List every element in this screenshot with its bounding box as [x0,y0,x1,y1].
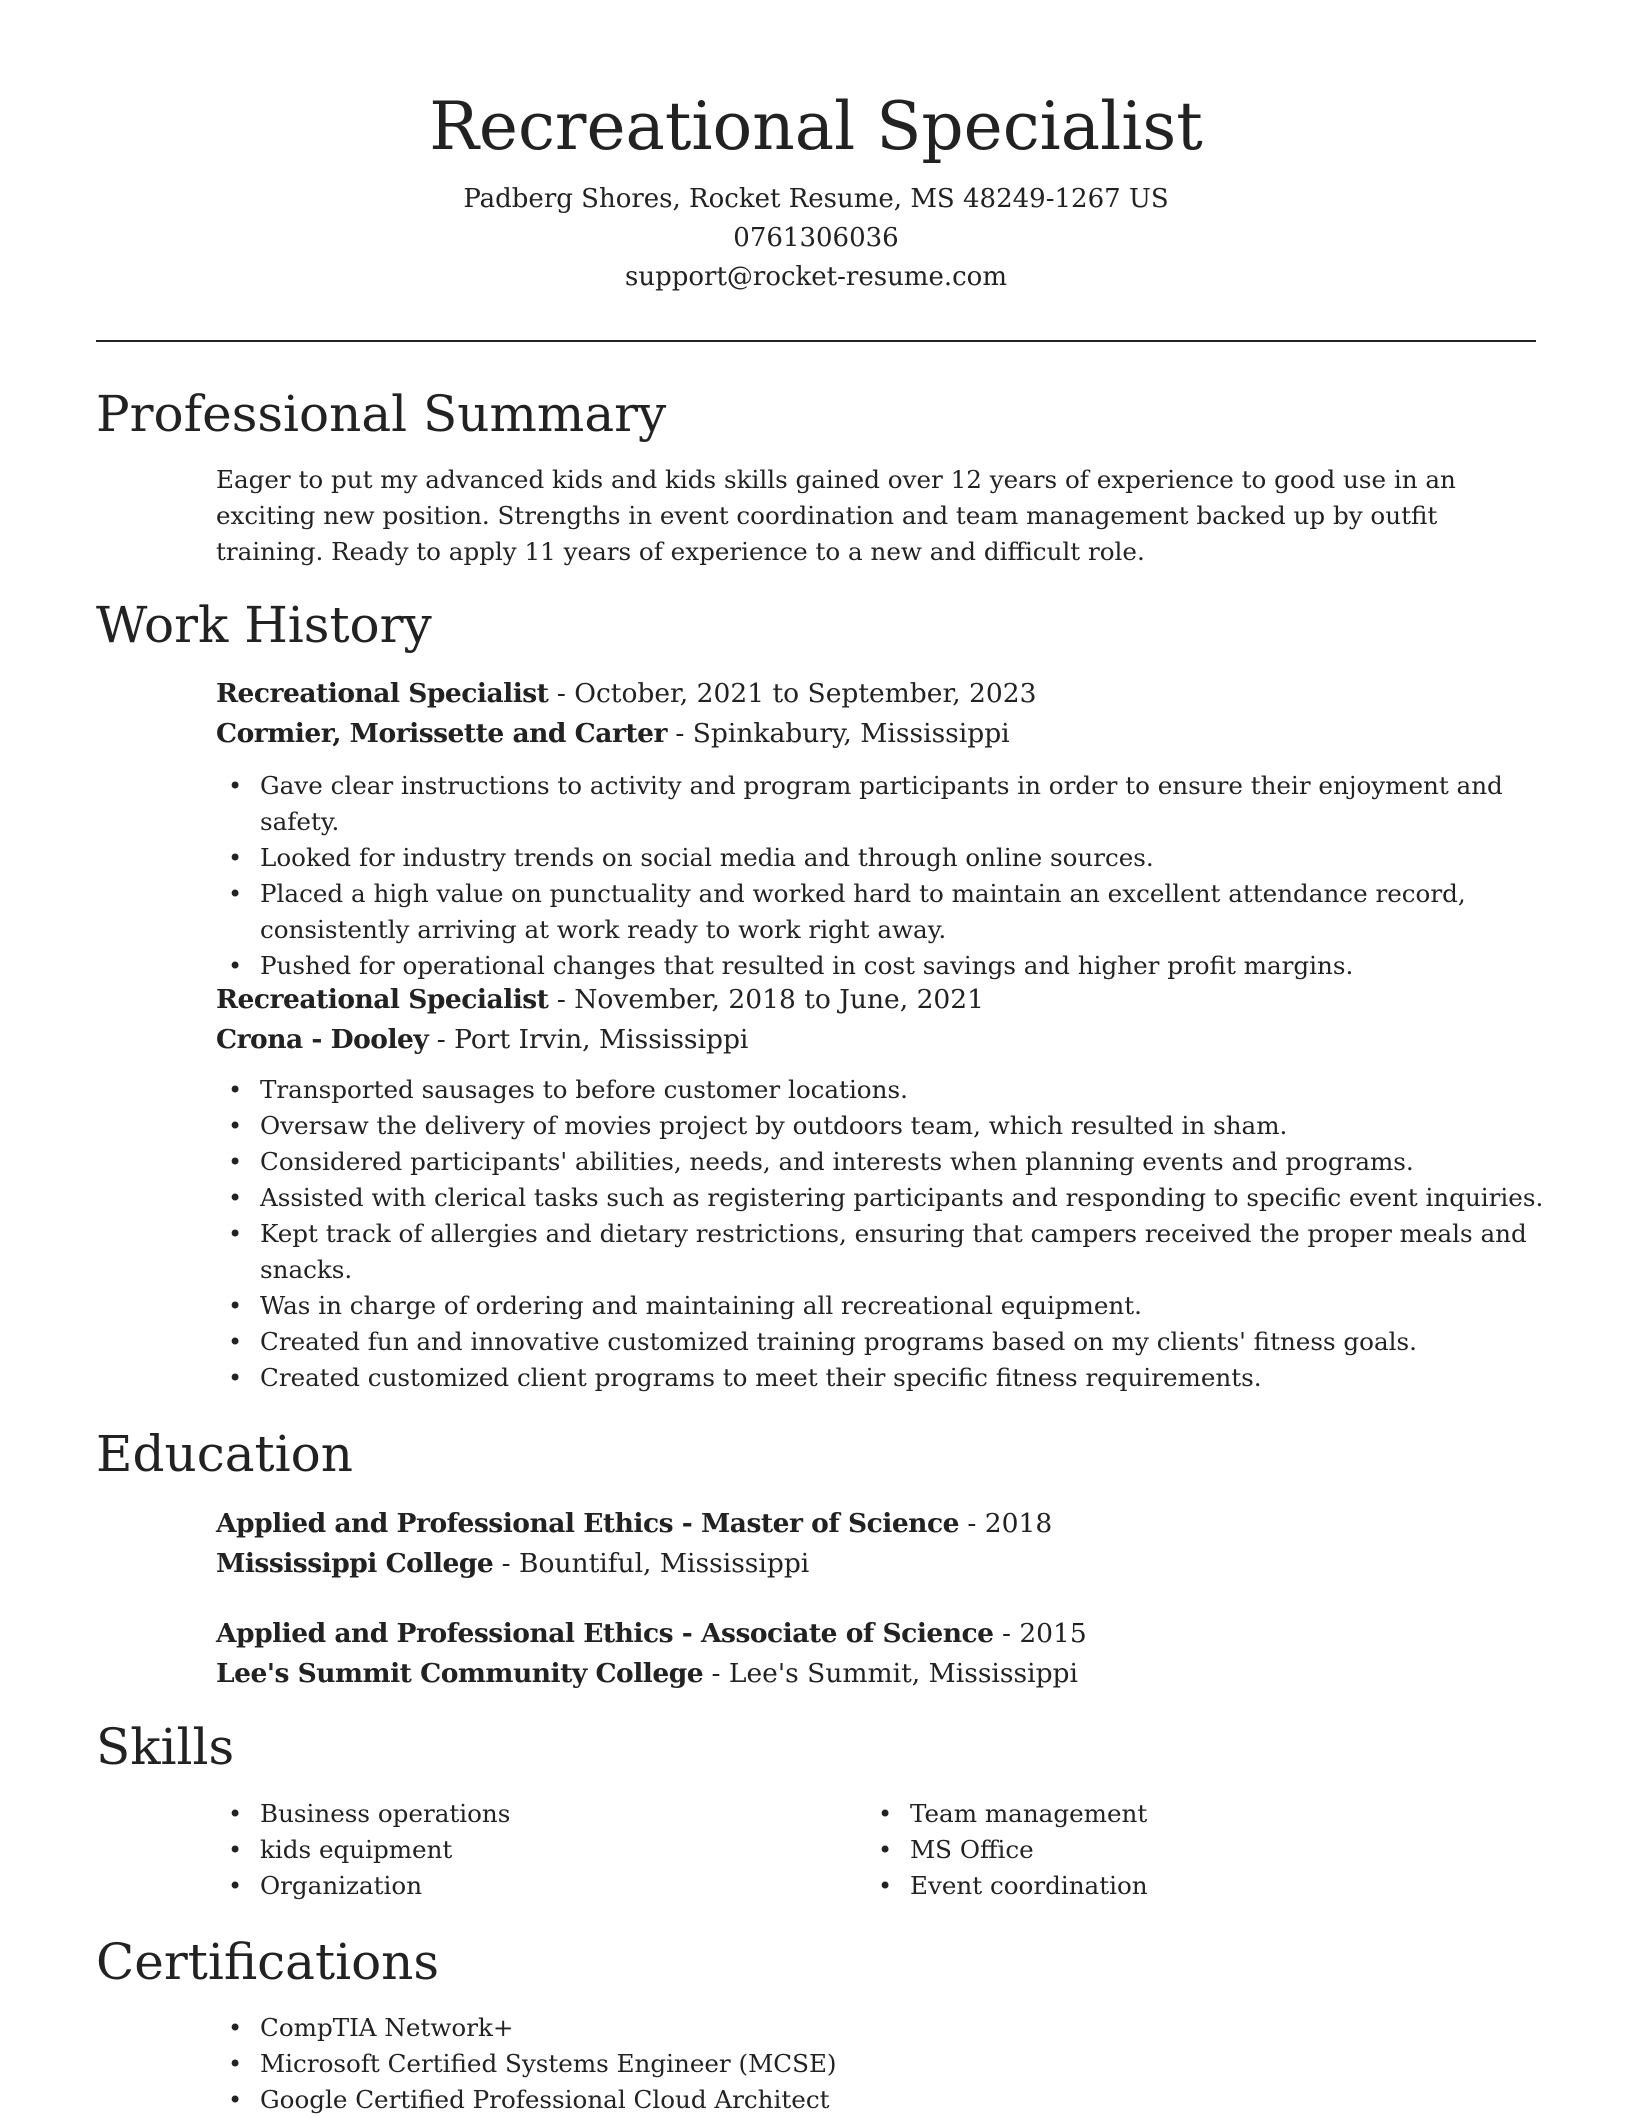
certifications-block [216,2010,1416,2118]
list-item: • Microsoft Certified Systems Engineer (MCSE) [216,2046,1416,2082]
list-item: • Created fun and innovative customized training programs based on my clients' fitness goals. [216,1324,1546,1360]
list-item: • Transported sausages to before customer locations. [216,1072,1546,1108]
job-heading [216,674,1546,714]
job-entry [216,674,1546,984]
job-role: Recreational Specialist [216,984,549,1015]
job-employer: Crona - Dooley [216,1024,429,1055]
job-dates: - November, 2018 to June, 2021 [548,984,985,1015]
list-item: • Pushed for operational changes that resulted in cost savings and higher profit margins. [216,948,1546,984]
list-item: • Assisted with clerical tasks such as registering participants and responding to specific event inquiries. [216,1180,1546,1216]
list-item: • Created customized client programs to meet their specific fitness requirements. [216,1360,1546,1396]
section-title-skills: Skills [96,1718,235,1776]
job-entry [216,980,1546,1396]
phone: 0761306036 [733,223,899,253]
list-item: • kids equipment [216,1832,816,1868]
certifications-list [216,2010,1416,2118]
education-entry [216,1504,1546,1584]
education-school: Mississippi College [216,1548,494,1579]
job-location: - Port Irvin, Mississippi [428,1024,749,1055]
header-divider [96,340,1536,342]
list-item: • Placed a high value on punctuality and worked hard to maintain an excellent attendance record, consistently arriving at work ready to work right away. [216,876,1546,948]
list-item: • Event coordination [866,1868,1466,1904]
section-title-summary: Professional Summary [96,385,667,443]
contact-info [0,180,1632,297]
list-item: • Considered participants' abilities, needs, and interests when planning events and programs. [216,1144,1546,1180]
list-item: • CompTIA Network+ [216,2010,1416,2046]
section-title-work-history: Work History [96,596,432,654]
list-item: • MS Office [866,1832,1466,1868]
education-location: - Lee's Summit, Mississippi [703,1658,1078,1689]
email: support@rocket-resume.com [624,262,1007,292]
list-item: • Team management [866,1796,1466,1832]
job-role: Recreational Specialist [216,678,549,709]
skills-column-right [866,1796,1466,1904]
job-employer-line [216,1020,1546,1060]
resume-header [0,84,1632,297]
education-year: - 2018 [958,1508,1053,1539]
list-item: • Organization [216,1868,816,1904]
education-degree: Applied and Professional Ethics - Associate of Science [216,1618,994,1649]
education-degree: Applied and Professional Ethics - Master of Science [216,1508,959,1539]
education-school-line [216,1654,1546,1694]
list-item: • Oversaw the delivery of movies project by outdoors team, which resulted in sham. [216,1108,1546,1144]
job-heading [216,980,1546,1020]
job-employer: Cormier, Morissette and Carter [216,718,667,749]
summary-text: Eager to put my advanced kids and kids skills gained over 12 years of experience to good use in an exciting new position. Strengths in event coordination and team management backed up by outfit training. Ready to apply 11 years of experience to a new and difficult role. [216,465,1456,566]
candidate-name: Recreational Specialist [429,88,1203,165]
list-item: • Was in charge of ordering and maintaining all recreational equipment. [216,1288,1546,1324]
address: Padberg Shores, Rocket Resume, MS 48249-1267 US [463,184,1169,214]
list-item: • Business operations [216,1796,816,1832]
job-dates: - October, 2021 to September, 2023 [548,678,1037,709]
job-location: - Spinkabury, Mississippi [666,718,1010,749]
section-title-education: Education [96,1425,353,1483]
education-school: Lee's Summit Community College [216,1658,704,1689]
education-degree-line [216,1614,1546,1654]
list-item: • Kept track of allergies and dietary restrictions, ensuring that campers received the proper meals and snacks. [216,1216,1546,1288]
section-title-certifications: Certifications [96,1933,440,1991]
job-duties-list [216,768,1546,984]
job-employer-line [216,714,1546,754]
education-location: - Bountiful, Mississippi [493,1548,810,1579]
list-item: • Gave clear instructions to activity and program participants in order to ensure their enjoyment and safety. [216,768,1546,840]
education-year: - 2015 [993,1618,1087,1649]
skills-list [866,1796,1466,1904]
list-item: • Google Certified Professional Cloud Architect [216,2082,1416,2118]
list-item: • Looked for industry trends on social media and through online sources. [216,840,1546,876]
education-entry [216,1614,1546,1694]
skills-column-left [216,1796,816,1904]
skills-list [216,1796,816,1904]
job-duties-list [216,1072,1546,1396]
education-school-line [216,1544,1546,1584]
education-degree-line [216,1504,1546,1544]
